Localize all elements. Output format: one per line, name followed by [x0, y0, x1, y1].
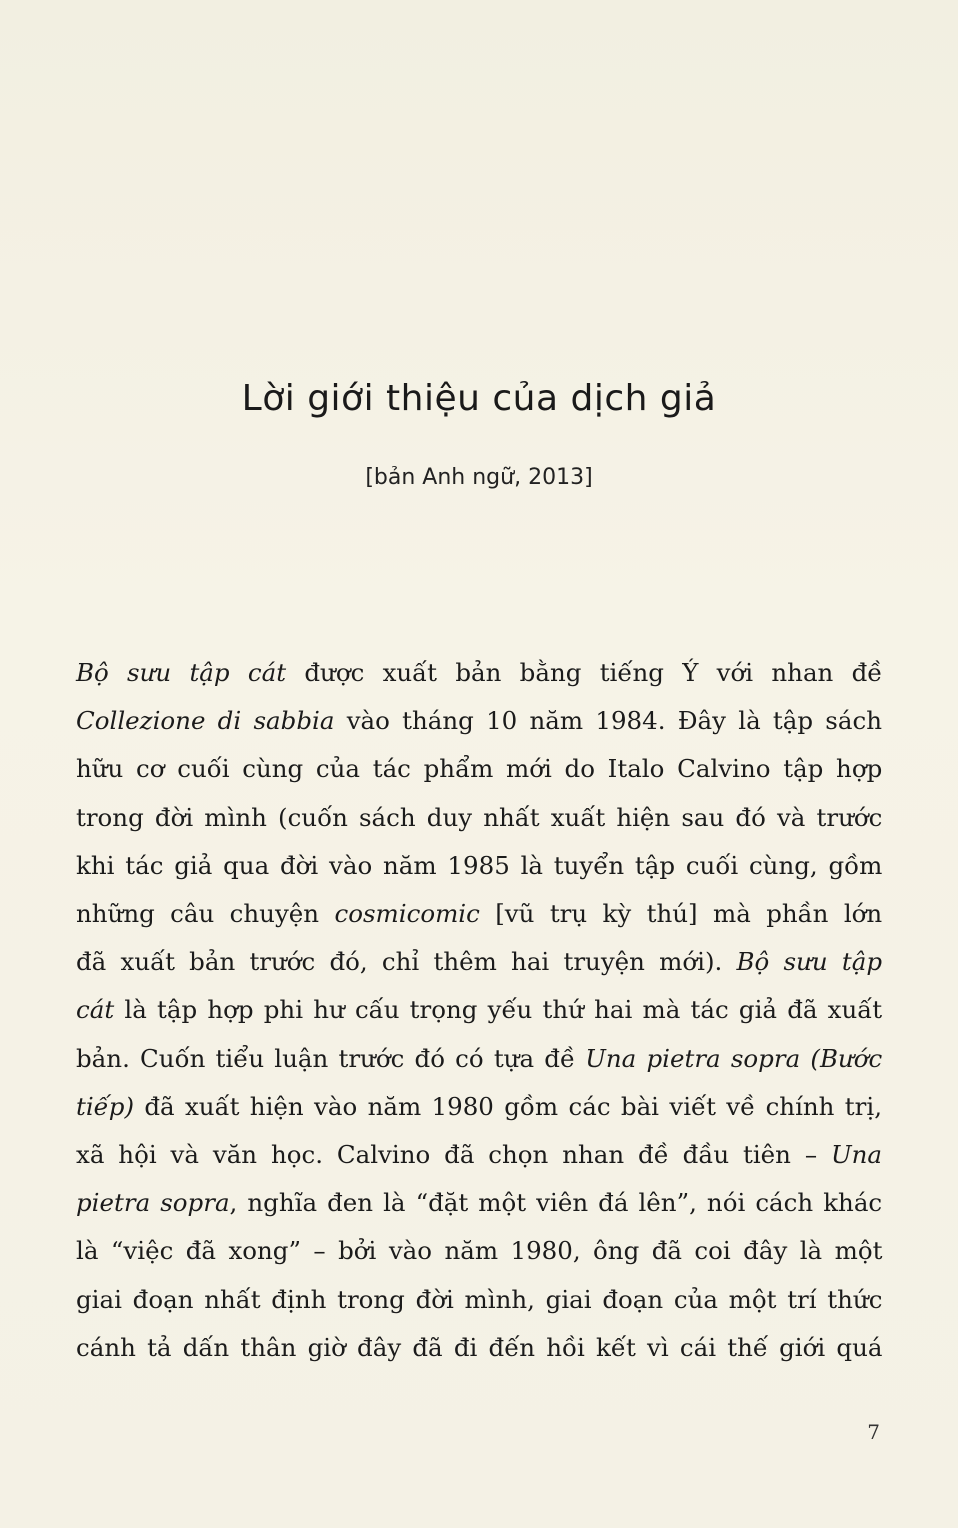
italic-text: Bộ sưu tập cát	[76, 658, 287, 687]
text-segment: khi tác giả qua đời vào năm 1985 là tuyển tập cuối cùng, gồm	[76, 850, 883, 880]
text-line	[76, 1227, 882, 1275]
text-segment: cánh tả dấn thân giờ đây đã đi đến hồi kết vì cái thế giới quá	[76, 1332, 883, 1362]
text-line	[76, 842, 882, 890]
italic-text: Una pietra sopra (Bước	[585, 1043, 883, 1073]
text-segment: được xuất bản bằng tiếng Ý với nhan đề	[286, 658, 883, 687]
text-line	[76, 1131, 882, 1179]
text-line	[76, 986, 882, 1034]
italic-text: pietra sopra	[76, 1188, 230, 1218]
page-number: 7	[867, 1420, 880, 1444]
text-line	[76, 1276, 882, 1324]
text-segment: , nghĩa đen là “đặt một viên đá lên”, nói cách khác	[229, 1188, 883, 1218]
text-segment: trong đời mình (cuốn sách duy nhất xuất hiện sau đó và trước	[76, 802, 883, 832]
italic-text: tiếp)	[76, 1091, 134, 1121]
italic-text: Una	[830, 1140, 882, 1170]
italic-text: Bộ sưu tập	[736, 947, 883, 977]
chapter-title: Lời giới thiệu của dịch giả	[241, 378, 717, 419]
italic-text: cát	[76, 995, 115, 1025]
text-segment: là tập hợp phi hư cấu trọng yếu thứ hai mà tác giả đã xuất	[114, 995, 883, 1025]
text-line	[76, 938, 882, 986]
chapter-subtitle: [bản Anh ngữ, 2013]	[365, 465, 593, 490]
text-segment: giai đoạn nhất định trong đời mình, giai đoạn của một trí thức	[76, 1284, 883, 1314]
body-paragraph	[76, 649, 882, 1372]
text-segment: đã xuất bản trước đó, chỉ thêm hai truyện mới).	[76, 947, 737, 977]
text-segment: [vũ trụ kỳ thú] mà phần lớn	[479, 899, 883, 929]
text-line	[76, 649, 882, 697]
text-line	[76, 794, 882, 842]
italic-text: cosmicomic	[334, 899, 480, 929]
text-segment: hữu cơ cuối cùng của tác phẩm mới do Italo Calvino tập hợp	[76, 754, 883, 784]
text-line	[76, 1035, 882, 1083]
italic-text: Collezione di sabbia	[76, 706, 335, 736]
text-line	[76, 745, 882, 793]
text-line	[76, 1179, 882, 1227]
text-line	[76, 697, 882, 745]
text-segment: là “việc đã xong” – bởi vào năm 1980, ông đã coi đây là một	[76, 1236, 883, 1266]
text-segment: đã xuất hiện vào năm 1980 gồm các bài viết về chính trị,	[134, 1091, 882, 1121]
text-line	[76, 1083, 882, 1131]
text-line	[76, 890, 882, 938]
text-segment: xã hội và văn học. Calvino đã chọn nhan đề đầu tiên –	[76, 1140, 831, 1170]
text-segment: vào tháng 10 năm 1984. Đây là tập sách	[334, 706, 882, 736]
text-segment: bản. Cuốn tiểu luận trước đó có tựa đề	[76, 1043, 586, 1073]
text-line	[76, 1324, 882, 1372]
text-segment: những câu chuyện	[76, 899, 335, 929]
